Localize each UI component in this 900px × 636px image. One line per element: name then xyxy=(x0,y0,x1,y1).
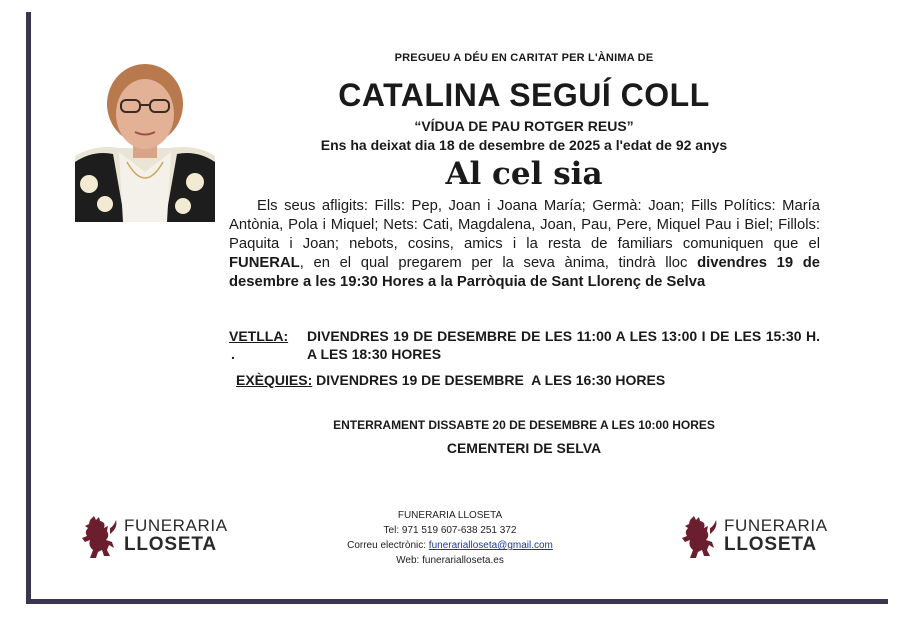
family-list-text: Els seus afligits: Fills: Pep, Joan i Joana María; Germà: Joan; Fills Polítics: María Antònia, Pola i Miquel; Nets: Cati, Magdalena, Joan, Pau, Pere, Miquel Pau i Biel; Fillols: Paquita i Joan; nebots, cosins, amics i la resta de familiars comuniquen que el xyxy=(229,198,820,252)
prayer-line: PREGUEU A DÉU EN CARITAT PER L'ÀNIMA DE xyxy=(394,52,654,64)
exequies-label: EXÈQUIES: xyxy=(236,372,313,388)
exequies-schedule: DIVENDRES 19 DE DESEMBRE A LES 16:30 HORES xyxy=(312,372,666,388)
rest-in-peace-heading: Al cel sia xyxy=(445,156,603,192)
lion-rampant-icon xyxy=(80,514,120,560)
contact-company: FUNERARIA LLOSETA xyxy=(397,510,503,521)
contact-email-label: Correu electrònic: xyxy=(347,540,429,551)
contact-phone: Tel: 971 519 607-638 251 372 xyxy=(383,525,517,536)
funeral-word: FUNERAL xyxy=(229,255,300,271)
funeral-intro-text: , en el qual pregarem per la seva ànima, tindrà lloc xyxy=(299,255,698,271)
funeral-details: divendres 19 de desembre a les 19:30 Hores a la Parròquia de Sant Llorenç de Selva xyxy=(229,255,820,290)
deceased-portrait-photo xyxy=(75,44,215,222)
vigil-schedule: DIVENDRES 19 DE DESEMBRE DE LES 11:00 A LES 13:00 I DE LES 15:30 H. A LES 18:30 HORES xyxy=(307,328,820,362)
burial-line: ENTERRAMENT DISSABTE 20 DE DESEMBRE A LES 10:00 HORES xyxy=(333,418,715,432)
contact-email-line xyxy=(300,538,600,553)
deceased-name: CATALINA SEGUÍ COLL xyxy=(338,77,710,113)
contact-block xyxy=(300,508,600,568)
family-announcement-text xyxy=(229,197,820,292)
exequies-section xyxy=(236,372,665,388)
contact-email-link[interactable]: funerarialloseta@gmail.com xyxy=(428,540,553,551)
logo-text-line2: LLOSETA xyxy=(724,534,817,555)
frame-bottom-border xyxy=(26,599,888,604)
logo-text-line1: FUNERARIA xyxy=(124,516,228,535)
vigil-dot: . xyxy=(231,346,235,362)
widow-line: “VÍDUA DE PAU ROTGER REUS” xyxy=(414,118,634,134)
death-date-line: Ens ha deixat dia 18 de desembre de 2025 a l'edat de 92 anys xyxy=(320,137,728,153)
logo-text-line2: LLOSETA xyxy=(124,534,217,555)
cemetery-name: CEMENTERI DE SELVA xyxy=(446,440,602,456)
lion-rampant-icon xyxy=(680,514,720,560)
logo-text-line1: FUNERARIA xyxy=(724,516,828,535)
vigil-label: VETLLA: xyxy=(229,328,289,344)
contact-web: Web: funerarialloseta.es xyxy=(396,555,504,566)
frame-left-border xyxy=(26,12,31,604)
